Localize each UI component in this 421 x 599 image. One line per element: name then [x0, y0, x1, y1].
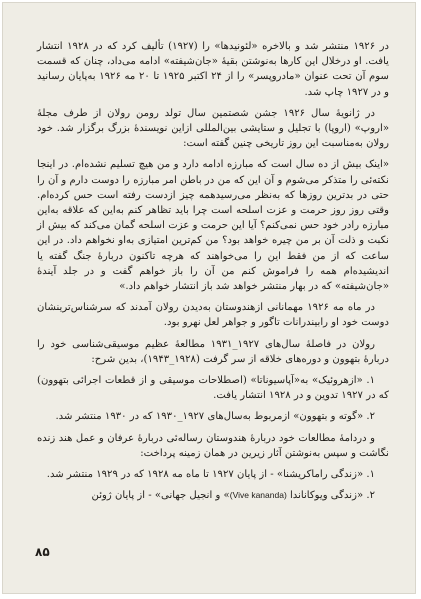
- last-line-before: ۲. «زندگی ویوکاناندا: [286, 490, 375, 502]
- page-number: ۸۵: [35, 545, 50, 559]
- list-item-2: ۲. «گوته و بتهوون» ازمربوط به‌سال‌های ۱۹۲۷_۱۹۳۰ که در ۱۹۳۰ منتشر شد.: [55, 411, 375, 423]
- paragraph-6: و دردامهٔ مطالعات خود دربارهٔ هندوستان رساله‌ئی دربارهٔ عرفان و عمل هند زنده نگاشت و سپس به‌نوشتن آثار زیرین در همان زمینه پرداخت:: [37, 432, 389, 459]
- paragraph-4: در ماه مه ۱۹۲۶ مهمانانی ازهندوستان به‌دیدن رولان آمدند که سرشناس‌ترینشان دوست خود او رابیندرانات تاگور و جواهر لعل نهرو بود.: [37, 302, 389, 329]
- list-item-3: ۱. «زندگی راماکریشنا» - از پایان ۱۹۲۷ تا ماه مه ۱۹۲۸ که در ۱۹۲۹ منتشر شد.: [46, 469, 375, 481]
- paragraph-5: رولان در فاصلهٔ سال‌های ۱۹۲۷_۱۹۳۱ مطالعهٔ عظیم موسیقی‌شناسی خود را دربارهٔ بتهوون و دوره‌های خلاقه از سر گرفت (۱۹۲۸_۱۹۴۳)، بدین شرح:: [37, 338, 389, 365]
- paragraph-3-quote: «اینک بیش از ده سال است که مبارزه ادامه دارد و من هیچ تسلیم نشده‌ام. در اینجا نکته‌ئی را متذکر می‌شوم و آن این که من در باطن امر مبارزه را دوست دارم و آن را حتی در بدترین روزها که به‌نظر می‌رسیدهمه چیز ازدست رفته است حس کرده‌ام. وقتی روز روز حرمت و عزت اسلحه است چرا باید تظاهر کنم به‌این که علاقه به‌این مبارزه رادر خود حس نمی‌کنم؟ آیا این حرمت و عزت اسلحه گمان می‌کند که بیش از نکبت و ذلت آن بر من چیره خواهد بود؟ من کم‌ترین امتیازی به‌او نخواهم داد. در این ساعت که از من فقط این را می‌خواهند که هرچه تاکنون دربارهٔ جنگ گفته یا اندیشیده‌ام همه را فراموش کنم من آن را باز خواهم گفت و در جلد آیندهٔ «جان‌شیفته» که در بهار منتشر خواهد شد باز انتشار خواهم داد.»: [37, 159, 389, 293]
- body-text: [37, 39, 389, 503]
- last-line-latin: (Vive kananda): [229, 490, 287, 501]
- paragraph-2: در ژانویهٔ سال ۱۹۲۶ جشن شصتمین سال تولد رومن رولان از طرف مجلهٔ «اروپ» (اروپا) با تجلیل و ستایشی بین‌المللی ازاین نویسندهٔ بزرگ برگزار شد. خود رولان به‌مناسبت این روز تاریخی چنین گفته است:: [37, 107, 389, 150]
- last-line-after: » و انجیل جهانی» - از پایان ژوئن: [91, 490, 230, 502]
- list-item-4: [37, 488, 389, 503]
- list-item-1: ۱. «ازهروئیک» به«آپاسیوناتا» (اصطلاحات موسیقی و از قطعات اجرائی بتهوون) که در ۱۹۲۷ تدوین و در ۱۹۲۸ انتشار یافت.: [37, 375, 389, 402]
- paragraph-1: در ۱۹۲۶ منتشر شد و بالاخره «لئونیدها» را (۱۹۲۷) تألیف کرد که در ۱۹۲۸ انتشار یافت. او درخلال این کارها به‌نوشتن بقیهٔ «جان‌شیفته» ادامه می‌داد، چنان که قسمت سوم آن تحت عنوان «مادروپسر» را از ۲۴ اکتبر ۱۹۲۵ تا ۲۰ مه ۱۹۲۶ به‌پایان رسانید و در ۱۹۲۷ چاپ شد.: [37, 41, 389, 98]
- book-page: [2, 2, 416, 594]
